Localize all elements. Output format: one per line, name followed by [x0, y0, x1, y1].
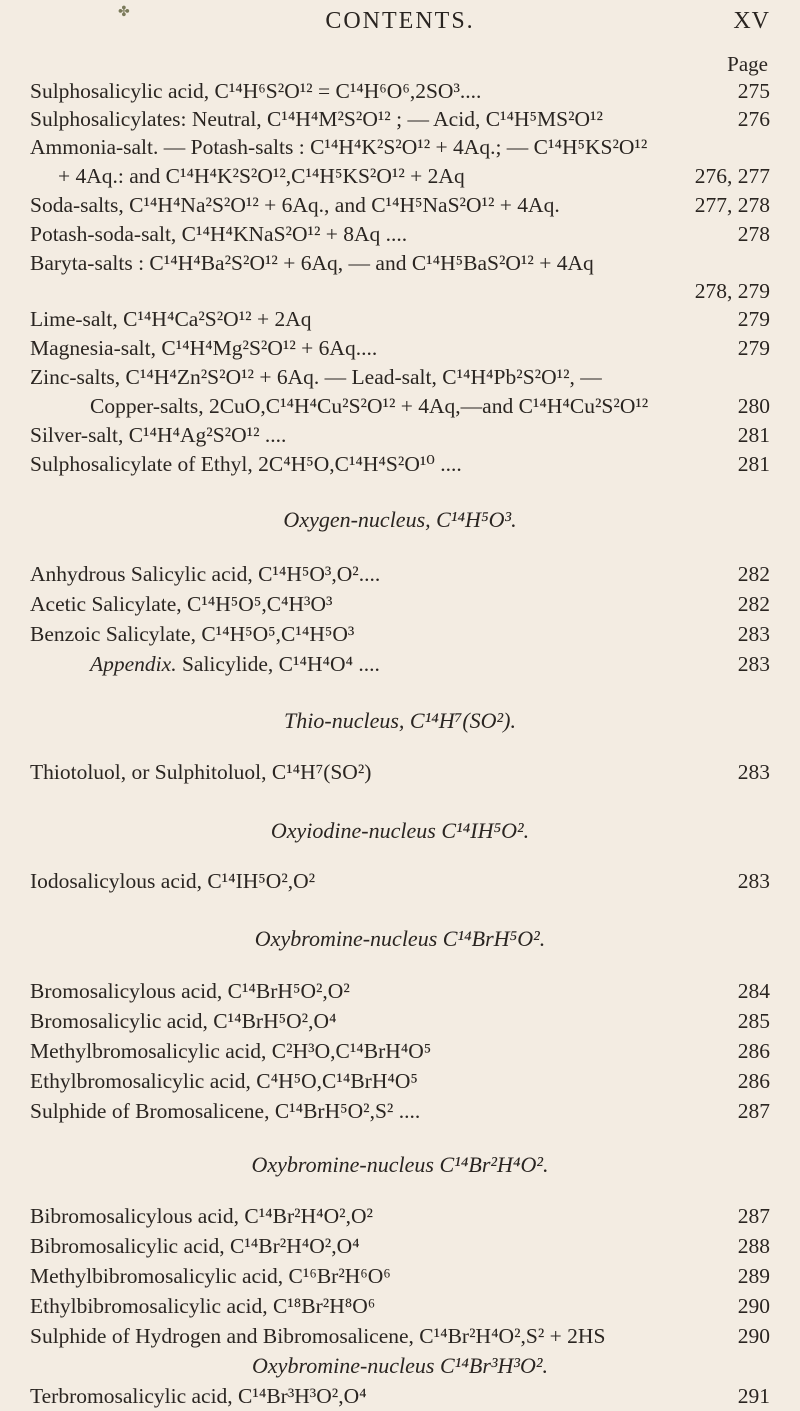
toc-entry — [0, 161, 800, 191]
toc-entry — [0, 420, 800, 450]
page-title: CONTENTS. — [325, 8, 475, 34]
entry-page-number: 291 — [737, 1384, 770, 1408]
entry-page-number: 290 — [737, 1324, 770, 1348]
entry-page-number: 280 — [737, 394, 770, 418]
entry-text: Soda-salts, C¹⁴H⁴Na²S²O¹² + 6Aq., and C¹⁴H⁵NaS²O¹² + 4Aq. — [30, 193, 560, 217]
section-heading: Oxygen-nucleus, C¹⁴H⁵O³. — [283, 507, 517, 532]
toc-entry — [0, 757, 800, 787]
entry-page-number: 279 — [737, 336, 770, 360]
page-number-roman: XV — [733, 8, 770, 34]
section-heading: Oxybromine-nucleus C¹⁴Br²H⁴O². — [251, 1152, 549, 1177]
toc-entry — [0, 1201, 800, 1231]
entry-text: + 4Aq.: and C¹⁴H⁴K²S²O¹²,C¹⁴H⁵KS²O¹² + 2Aq — [58, 164, 465, 188]
entry-page-number: 278, 279 — [694, 279, 770, 303]
toc-entry — [0, 276, 800, 306]
entry-page-number: 282 — [737, 562, 770, 586]
entry-text: Sulphide of Bromosalicene, C¹⁴BrH⁵O²,S² .... — [30, 1099, 421, 1123]
entry-page-number: 287 — [737, 1099, 770, 1123]
entry-page-number: 286 — [737, 1039, 770, 1063]
toc-entry — [0, 1321, 800, 1351]
entry-page-number: 289 — [737, 1264, 770, 1288]
entry-text: Anhydrous Salicylic acid, C¹⁴H⁵O³,O².... — [30, 562, 381, 586]
toc-entry — [0, 333, 800, 363]
toc-entry — [0, 304, 800, 334]
entry-text: Ammonia-salt. — Potash-salts : C¹⁴H⁴K²S²O¹² + 4Aq.; — C¹⁴H⁵KS²O¹² — [30, 135, 648, 159]
section-heading: Oxybromine-nucleus C¹⁴Br³H³O². — [252, 1353, 548, 1378]
toc-entry — [0, 649, 800, 679]
toc-entry — [0, 248, 800, 278]
toc-entry — [0, 619, 800, 649]
section-heading: Thio-nucleus, C¹⁴H⁷(SO²). — [284, 708, 516, 733]
toc-entry — [0, 1231, 800, 1261]
entry-page-number: 285 — [737, 1009, 770, 1033]
entry-page-number: 283 — [737, 760, 770, 784]
entry-text: Sulphosalicylic acid, C¹⁴H⁶S²O¹² = C¹⁴H⁶O⁶,2SO³.... — [30, 79, 482, 103]
entry-text: Zinc-salts, C¹⁴H⁴Zn²S²O¹² + 6Aq. — Lead-salt, C¹⁴H⁴Pb²S²O¹², — — [30, 365, 602, 389]
entry-text: Copper-salts, 2CuO,C¹⁴H⁴Cu²S²O¹² + 4Aq,—and C¹⁴H⁴Cu²S²O¹² — [90, 394, 649, 418]
toc-entry — [0, 1291, 800, 1321]
entry-text: Methylbibromosalicylic acid, C¹⁶Br²H⁶O⁶ — [30, 1264, 391, 1288]
toc-entry — [0, 1096, 800, 1126]
toc-entry — [0, 132, 800, 162]
entry-page-number: 283 — [737, 869, 770, 893]
toc-entry — [0, 1006, 800, 1036]
entry-text: Bibromosalicylous acid, C¹⁴Br²H⁴O²,O² — [30, 1204, 373, 1228]
entry-text: Acetic Salicylate, C¹⁴H⁵O⁵,C⁴H³O³ — [30, 592, 333, 616]
section-heading: Oxyiodine-nucleus C¹⁴IH⁵O². — [270, 818, 530, 843]
entry-text: Baryta-salts : C¹⁴H⁴Ba²S²O¹² + 6Aq, — and C¹⁴H⁵BaS²O¹² + 4Aq — [30, 251, 594, 275]
entry-page-number: 286 — [737, 1069, 770, 1093]
entry-page-number: 287 — [737, 1204, 770, 1228]
entry-page-number: 281 — [737, 452, 770, 476]
entry-page-number: 283 — [737, 652, 770, 676]
toc-entry — [0, 449, 800, 479]
entry-text: Sulphosalicylate of Ethyl, 2C⁴H⁵O,C¹⁴H⁴S²O¹⁰ .... — [30, 452, 462, 476]
entry-text: Methylbromosalicylic acid, C²H³O,C¹⁴BrH⁴O⁵ — [30, 1039, 432, 1063]
entry-page-number: 276, 277 — [694, 164, 770, 188]
toc-entry — [0, 1381, 800, 1411]
entry-text: Bromosalicylous acid, C¹⁴BrH⁵O²,O² — [30, 979, 350, 1003]
toc-entry — [0, 1066, 800, 1096]
entry-page-number: 275 — [737, 79, 770, 103]
entry-text: Terbromosalicylic acid, C¹⁴Br³H³O²,O⁴ — [30, 1384, 367, 1408]
entry-text: Benzoic Salicylate, C¹⁴H⁵O⁵,C¹⁴H⁵O³ — [30, 622, 355, 646]
entry-text: Ethylbromosalicylic acid, C⁴H⁵O,C¹⁴BrH⁴O⁵ — [30, 1069, 418, 1093]
entry-page-number: 279 — [737, 307, 770, 331]
entry-page-number: 284 — [737, 979, 770, 1003]
entry-page-number: 281 — [737, 423, 770, 447]
toc-entry — [0, 76, 800, 106]
entry-text: Magnesia-salt, C¹⁴H⁴Mg²S²O¹² + 6Aq.... — [30, 336, 378, 360]
entry-page-number: 278 — [737, 222, 770, 246]
toc-entry — [0, 190, 800, 220]
entry-page-number: 282 — [737, 592, 770, 616]
toc-entry — [0, 1036, 800, 1066]
toc-entry — [0, 866, 800, 896]
section-heading: Oxybromine-nucleus C¹⁴BrH⁵O². — [254, 926, 546, 951]
entry-page-number: 288 — [737, 1234, 770, 1258]
entry-text: Appendix. Salicylide, C¹⁴H⁴O⁴ .... — [90, 652, 380, 676]
entry-text: Lime-salt, C¹⁴H⁴Ca²S²O¹² + 2Aq — [30, 307, 312, 331]
toc-entry — [0, 589, 800, 619]
toc-entry — [0, 976, 800, 1006]
entry-page-number: 290 — [737, 1294, 770, 1318]
toc-entry — [0, 104, 800, 134]
running-head — [0, 8, 800, 48]
ornament-mark: ✤ — [118, 5, 130, 20]
toc-entry — [0, 219, 800, 249]
entry-page-number: 276 — [737, 107, 770, 131]
toc-entry — [0, 391, 800, 421]
entry-text: Silver-salt, C¹⁴H⁴Ag²S²O¹² .... — [30, 423, 287, 447]
entry-page-number: 277, 278 — [694, 193, 770, 217]
entry-text: Bibromosalicylic acid, C¹⁴Br²H⁴O²,O⁴ — [30, 1234, 360, 1258]
toc-entry — [0, 362, 800, 392]
entry-text: Potash-soda-salt, C¹⁴H⁴KNaS²O¹² + 8Aq .... — [30, 222, 408, 246]
page-column-label: Page — [727, 52, 768, 76]
toc-entry — [0, 1261, 800, 1291]
entry-text: Iodosalicylous acid, C¹⁴IH⁵O²,O² — [30, 869, 316, 893]
entry-text: Sulphide of Hydrogen and Bibromosalicene, C¹⁴Br²H⁴O²,S² + 2HS — [30, 1324, 606, 1348]
entry-text: Sulphosalicylates: Neutral, C¹⁴H⁴M²S²O¹² ; — Acid, C¹⁴H⁵MS²O¹² — [30, 107, 603, 131]
entry-page-number: 283 — [737, 622, 770, 646]
entry-text: Thiotoluol, or Sulphitoluol, C¹⁴H⁷(SO²) — [30, 760, 372, 784]
toc-entry — [0, 559, 800, 589]
entry-text: Ethylbibromosalicylic acid, C¹⁸Br²H⁸O⁶ — [30, 1294, 376, 1318]
entry-text: Bromosalicylic acid, C¹⁴BrH⁵O²,O⁴ — [30, 1009, 337, 1033]
